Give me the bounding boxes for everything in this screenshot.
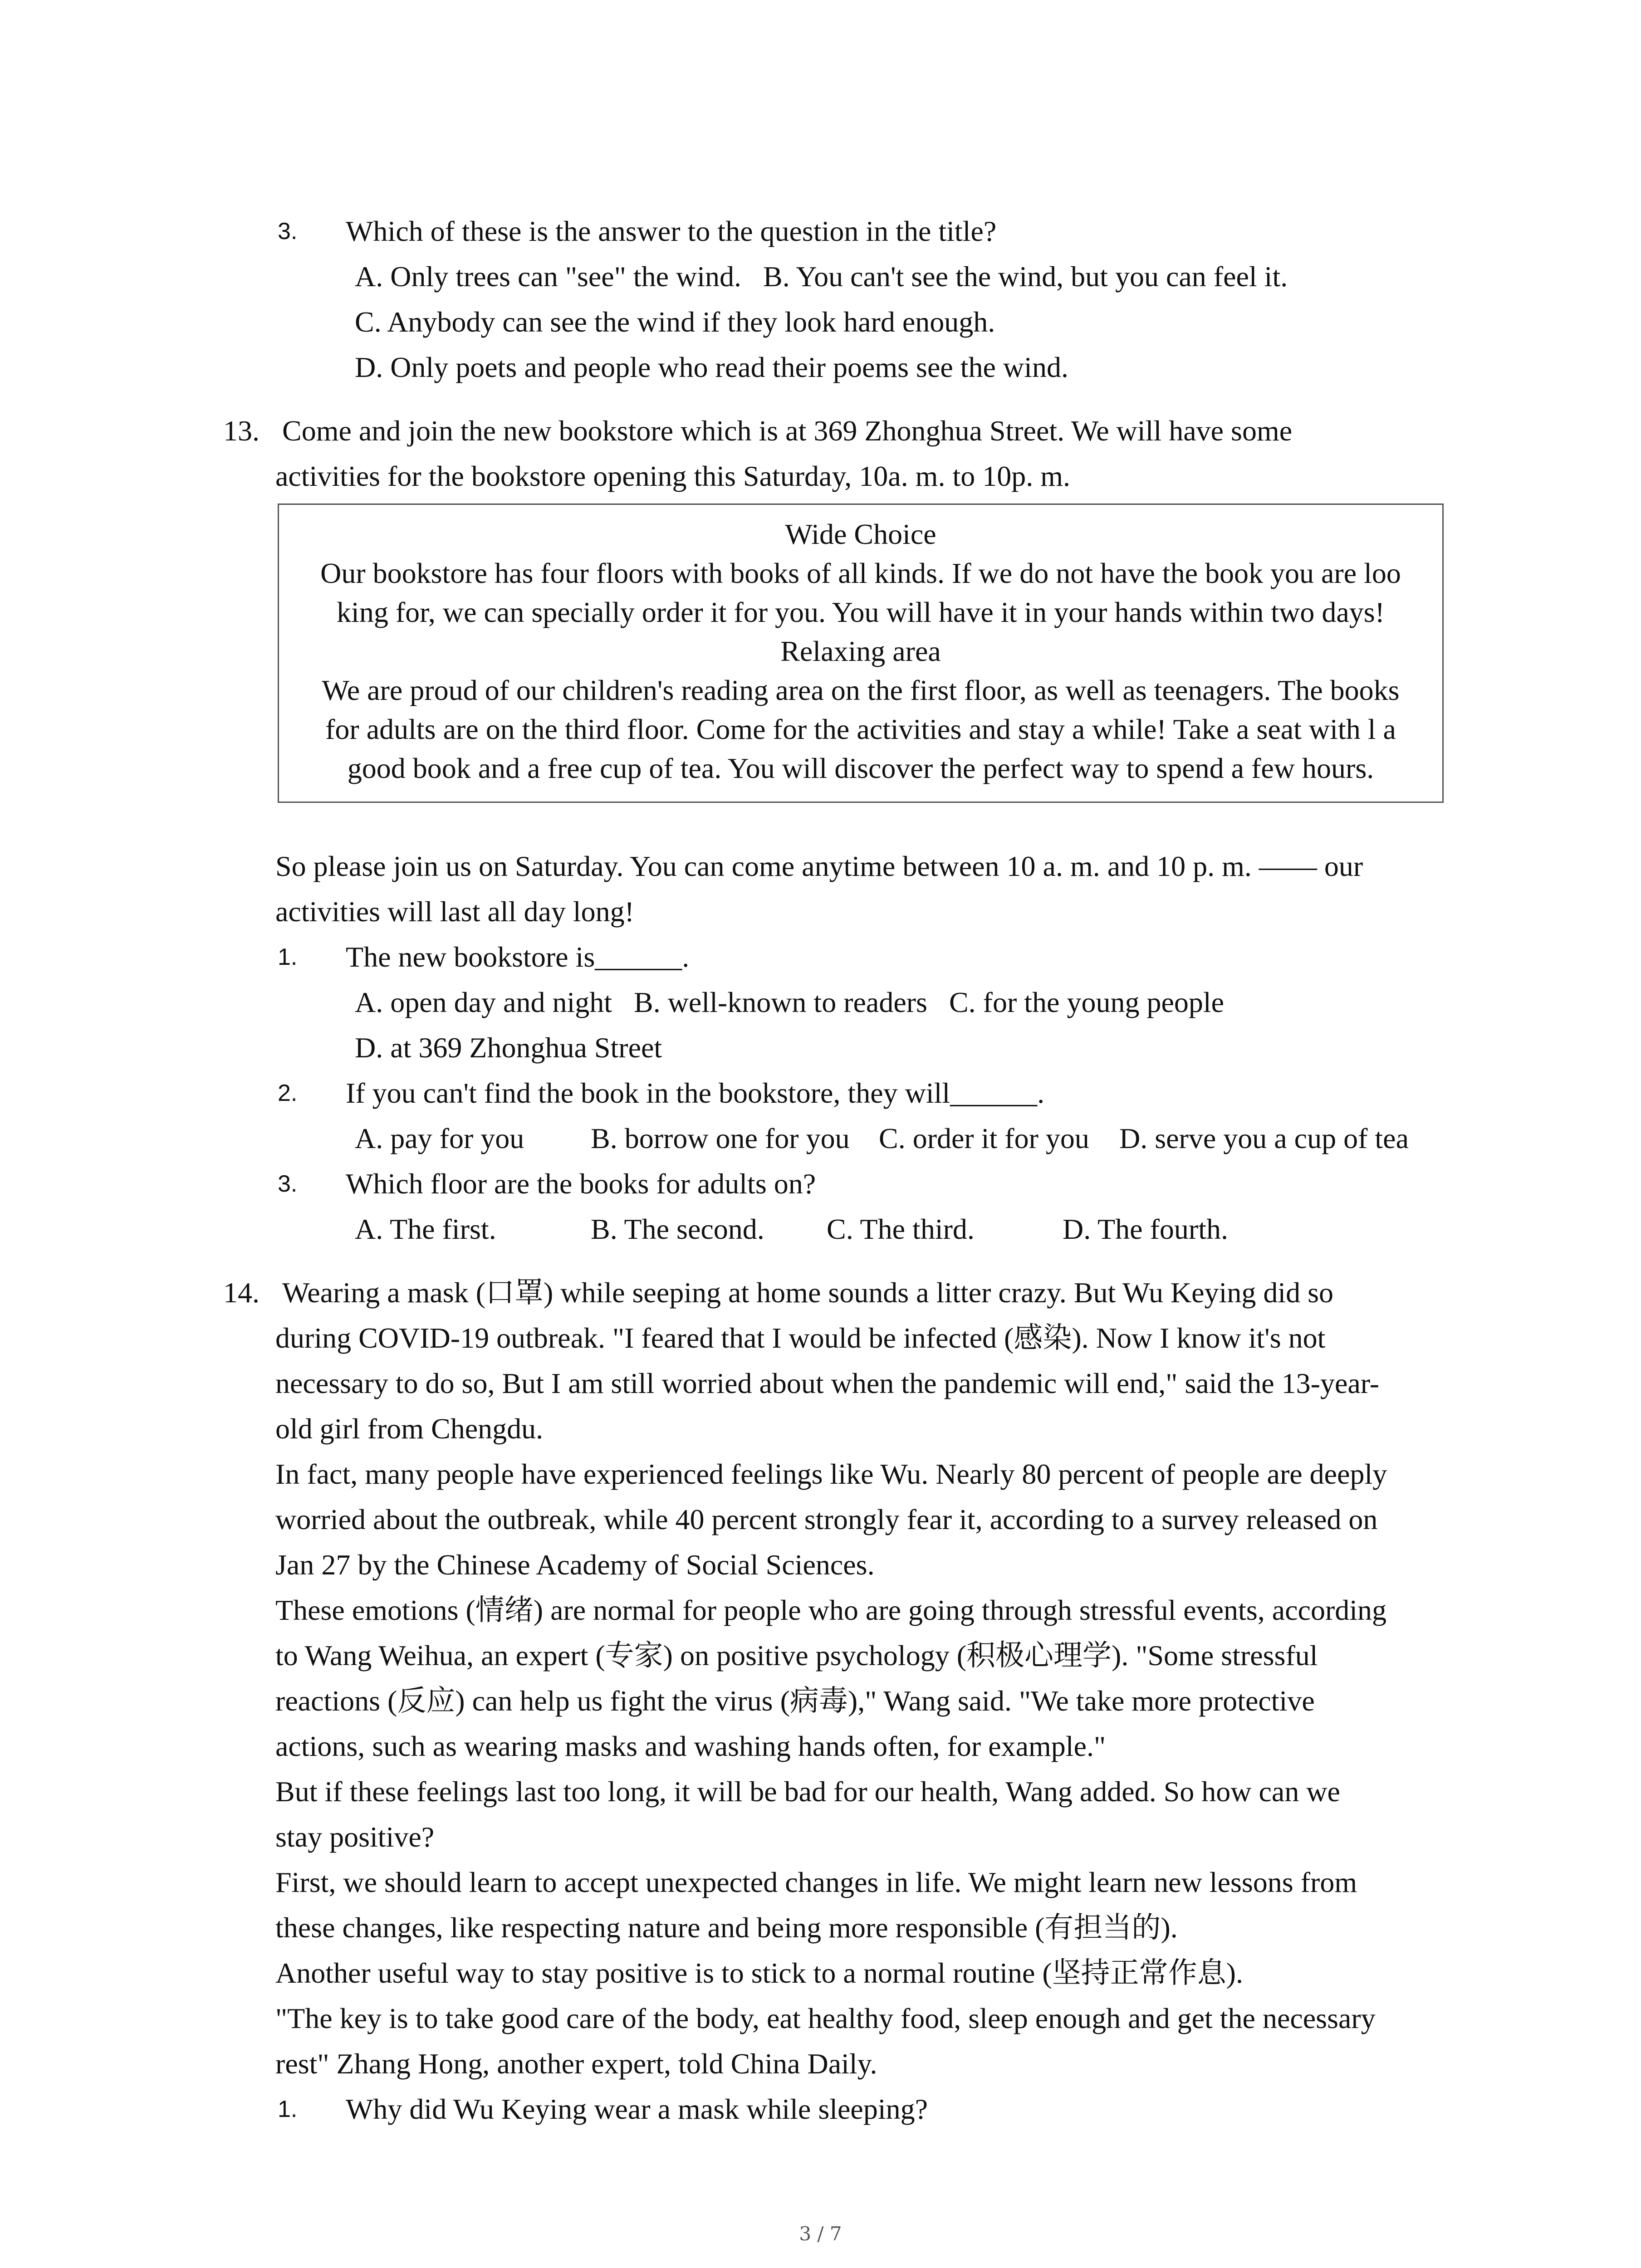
page-number: 3 / 7	[799, 2223, 842, 2245]
q13-sub1-option-d: D. at 369 Zhonghua Street	[355, 1031, 662, 1064]
box-line: We are proud of our children's reading area on the first floor, as well as teenagers. The books	[322, 674, 1400, 706]
q13-sub2-option-a: A. pay for you	[355, 1122, 524, 1154]
q13-sub1-options-abc: A. open day and night B. well-known to readers C. for the young people	[355, 986, 1225, 1018]
box-line: for adults are on the third floor. Come for the activities and stay a while! Take a seat with l a	[325, 713, 1396, 745]
q14-para-line: stay positive?	[275, 1821, 435, 1853]
box-line: Our bookstore has four floors with books of all kinds. If we do not have the book you are loo	[320, 557, 1401, 589]
q14-para-line: actions, such as wearing masks and washing hands often, for example."	[275, 1730, 1106, 1762]
q14-para-line: worried about the outbreak, while 40 percent strongly fear it, according to a survey released on	[275, 1503, 1378, 1535]
q13-sub3-option-c: C. The third.	[827, 1213, 975, 1245]
box-line: king for, we can specially order it for you. You will have it in your hands within two days!	[337, 596, 1385, 628]
q14-sub1-question: Why did Wu Keying wear a mask while sleeping?	[346, 2093, 928, 2125]
q13-sub1-question: The new bookstore is______.	[346, 941, 690, 973]
q13-sub2-option-b: B. borrow one for you	[591, 1122, 850, 1154]
q13-sub3-option-a: A. The first.	[355, 1213, 496, 1245]
q13-sub2-number: 2.	[278, 1080, 298, 1106]
q12-sub3-options-ab: A. Only trees can "see" the wind. B. You can't see the wind, but you can feel it.	[355, 260, 1288, 293]
q13-sub1-number: 1.	[278, 944, 298, 970]
q12-sub3-option-d: D. Only poets and people who read their poems see the wind.	[355, 351, 1068, 383]
q13-intro-line2: activities for the bookstore opening this Saturday, 10a. m. to 10p. m.	[275, 460, 1070, 492]
bookstore-info-box	[278, 503, 1444, 803]
q13-sub2-option-d: D. serve you a cup of tea	[1119, 1122, 1409, 1154]
q13-sub3-option-d: D. The fourth.	[1063, 1213, 1228, 1245]
box-heading-relaxing-area: Relaxing area	[780, 635, 941, 667]
q12-sub3-option-c: C. Anybody can see the wind if they look hard enough.	[355, 306, 995, 338]
q12-sub3-question: Which of these is the answer to the question in the title?	[346, 215, 997, 247]
q13-sub2-question: If you can't find the book in the bookstore, they will______.	[346, 1077, 1045, 1109]
q14-para-line: necessary to do so, But I am still worried about when the pandemic will end," said the 13-year-	[275, 1367, 1380, 1399]
q14-para-line: these changes, like respecting nature and being more responsible (有担当的).	[275, 1911, 1178, 1944]
q12-sub3-number: 3.	[278, 218, 298, 244]
q14-para-line: rest" Zhang Hong, another expert, told China Daily.	[275, 2048, 877, 2080]
q13-sub3-option-b: B. The second.	[591, 1213, 764, 1245]
q13-number: 13.	[223, 415, 260, 447]
q13-sub3-question: Which floor are the books for adults on?	[346, 1168, 816, 1200]
q14-para-line: during COVID-19 outbreak. "I feared that I would be infected (感染). Now I know it's not	[275, 1322, 1326, 1354]
q14-para-line: "The key is to take good care of the body, eat healthy food, sleep enough and get the necessary	[275, 2002, 1376, 2034]
q14-para-line: reactions (反应) can help us fight the virus (病毒)," Wang said. "We take more protective	[275, 1685, 1315, 1717]
q14-para-line: In fact, many people have experienced feelings like Wu. Nearly 80 percent of people are deeply	[275, 1458, 1387, 1490]
q14-para-line: But if these feelings last too long, it will be bad for our health, Wang added. So how can we	[275, 1775, 1340, 1808]
q14-sub1-number: 1.	[278, 2096, 298, 2122]
box-line: good book and a free cup of tea. You will discover the perfect way to spend a few hours.	[347, 752, 1374, 784]
q13-sub2-option-c: C. order it for you	[879, 1122, 1089, 1154]
q13-intro-line1: Come and join the new bookstore which is at 369 Zhonghua Street. We will have some	[282, 415, 1293, 447]
box-heading-wide-choice: Wide Choice	[785, 518, 936, 550]
q13-after-line2: activities will last all day long!	[275, 895, 634, 928]
q14-para-line: First, we should learn to accept unexpected changes in life. We might learn new lessons from	[275, 1866, 1357, 1898]
q14-para-line: Jan 27 by the Chinese Academy of Social Sciences.	[275, 1549, 875, 1581]
q14-number: 14.	[223, 1276, 260, 1309]
q14-para-line: Wearing a mask (口罩) while seeping at home sounds a litter crazy. But Wu Keying did so	[282, 1276, 1334, 1309]
q13-after-line1: So please join us on Saturday. You can come anytime between 10 a. m. and 10 p. m. —— our	[275, 850, 1363, 882]
q14-para-line: These emotions (情绪) are normal for people who are going through stressful events, according	[275, 1594, 1387, 1626]
q13-sub3-number: 3.	[278, 1171, 298, 1197]
q14-para-line: old girl from Chengdu.	[275, 1413, 544, 1445]
q14-para-line: Another useful way to stay positive is to stick to a normal routine (坚持正常作息).	[275, 1957, 1243, 1989]
q14-para-line: to Wang Weihua, an expert (专家) on positive psychology (积极心理学). "Some stressful	[275, 1639, 1318, 1672]
